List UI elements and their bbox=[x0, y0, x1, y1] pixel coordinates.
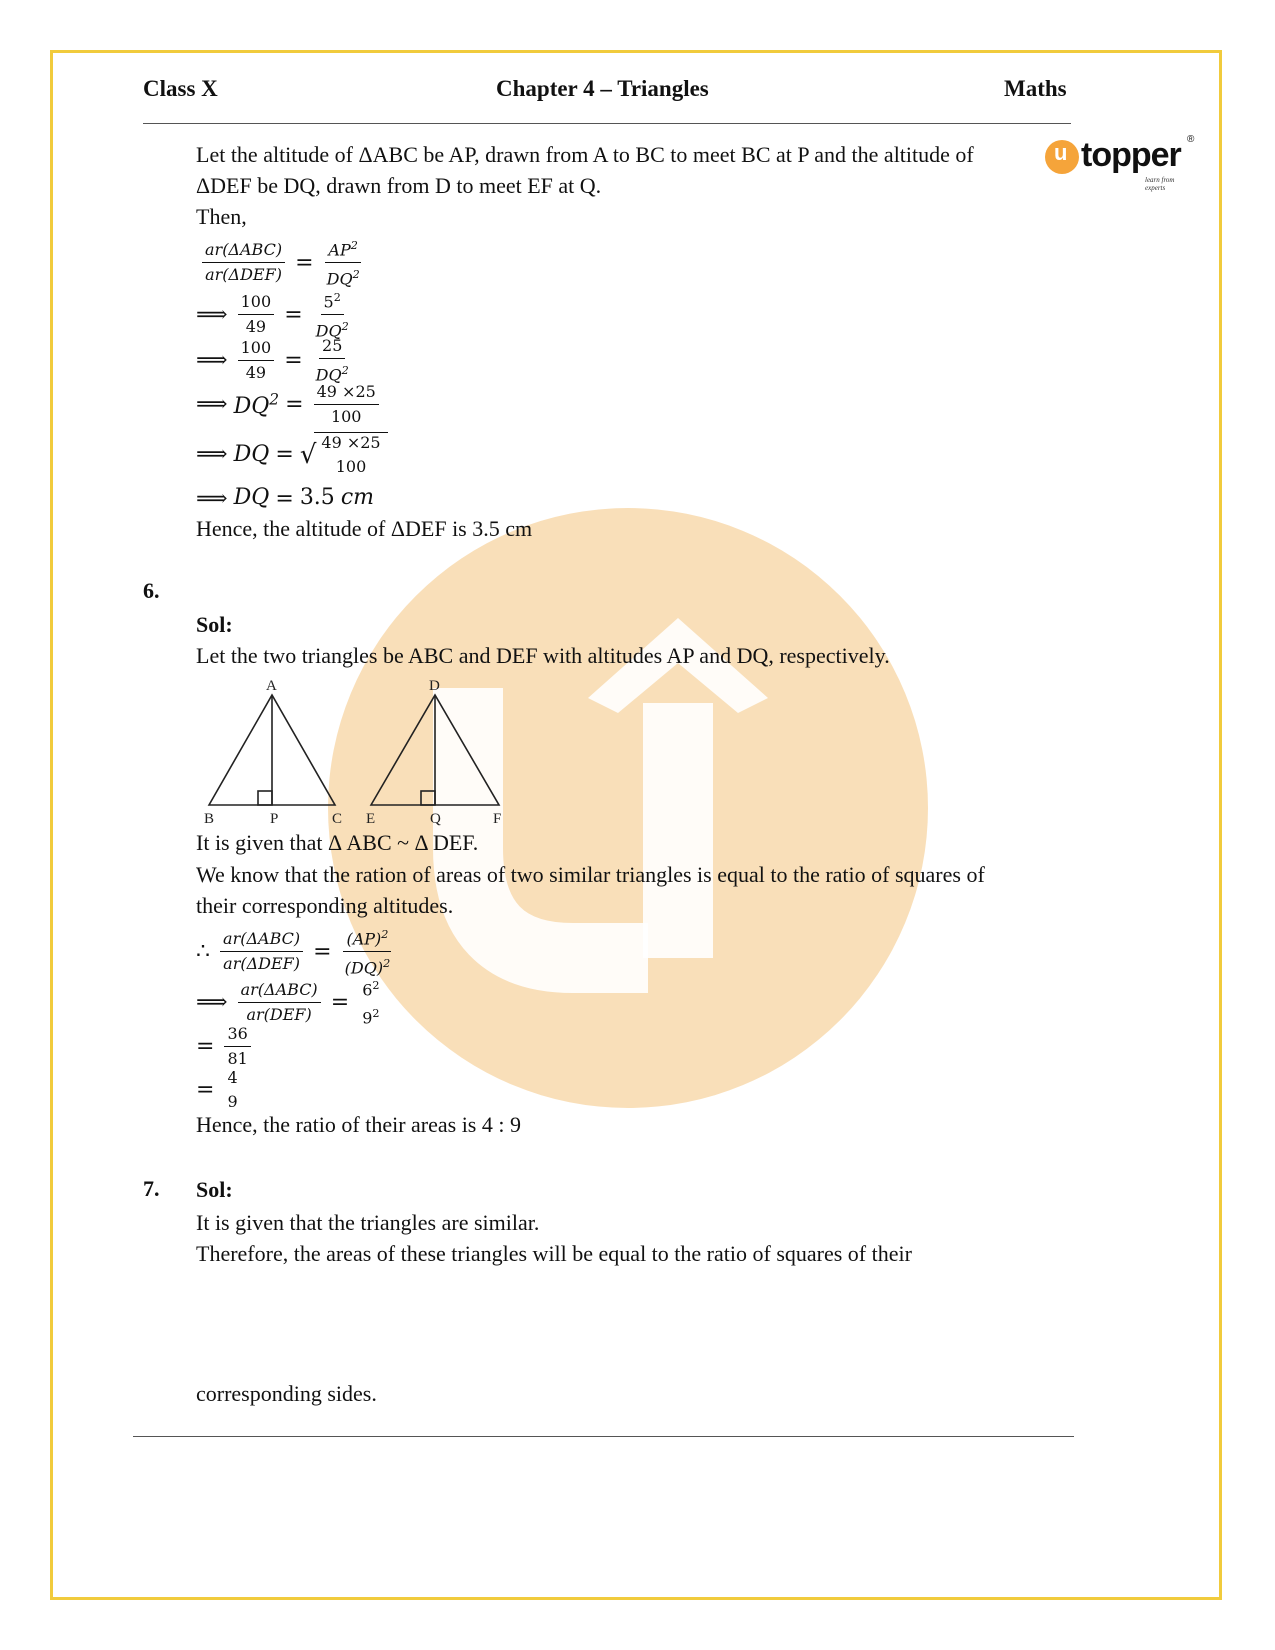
q5-eq1: $\frac{\text{ar(ΔABC)}}{\text{ar(ΔDEF)}}$ = $\frac{AP^2}{DQ^2}$ bbox=[198, 236, 367, 290]
q6-eq1: ∴ $\frac{\text{ar(ΔABC)}}{\text{ar(ΔDEF)}}$ = $\frac{(AP)^2}{(DQ)^2}$ bbox=[196, 925, 397, 979]
logo-letter: u bbox=[1054, 140, 1068, 165]
label-a: A bbox=[266, 678, 277, 694]
q7-line3: corresponding sides. bbox=[196, 1381, 377, 1406]
header-chapter: Chapter 4 – Triangles bbox=[496, 76, 709, 101]
q5-line2: ΔDEF be DQ, drawn from D to meet EF at Q. bbox=[196, 173, 602, 198]
q6-number: 6. bbox=[143, 578, 160, 603]
q6-eq4: = 4 9 bbox=[196, 1068, 238, 1111]
q5-eq4: ⟹ $DQ^2$ = $\frac{49 \times 25}{100}$ bbox=[196, 382, 383, 427]
label-f: F bbox=[493, 811, 502, 827]
q5-eq6: ⟹ DQ = 3.5 cm bbox=[196, 485, 375, 512]
q6-given: It is given that Δ ABC ~ Δ DEF. bbox=[196, 830, 479, 855]
label-b: B bbox=[204, 811, 215, 827]
footer-rule bbox=[133, 1436, 1074, 1437]
q6-conclusion: Hence, the ratio of their areas is 4 : 9 bbox=[196, 1112, 521, 1137]
q7-line2: Therefore, the areas of these triangles will be equal to the ratio of squares of their bbox=[196, 1241, 912, 1266]
logo-registered: ® bbox=[1187, 134, 1195, 145]
header-rule bbox=[143, 123, 1071, 124]
q5-eq2: ⟹ $\frac{100}{49}$ = $\frac{5^2}{DQ^2}$ bbox=[196, 288, 356, 342]
label-c: C bbox=[332, 811, 343, 827]
logo-tagline: learn from experts bbox=[1145, 176, 1175, 192]
q6-eq2: ⟹ $\frac{\text{ar(ΔABC)}}{\text{ar(DEF)}}$ = $6^2$ $9^2$ bbox=[196, 979, 380, 1028]
right-angle-p bbox=[258, 791, 272, 805]
q5-then: Then, bbox=[196, 204, 247, 229]
label-d: D bbox=[429, 678, 440, 694]
label-p: P bbox=[270, 811, 279, 827]
q6-intro: Let the two triangles be ABC and DEF with altitudes AP and DQ, respectively. bbox=[196, 643, 890, 668]
logo-word: topper bbox=[1081, 136, 1181, 174]
q7-number: 7. bbox=[143, 1176, 160, 1201]
similar-triangles-figure bbox=[195, 675, 515, 835]
q6-eq3: = $\frac{36}{81}$ bbox=[196, 1024, 255, 1069]
q6-know-line1: We know that the ration of areas of two similar triangles is equal to the ratio of squares of bbox=[196, 862, 985, 887]
q5-eq3: ⟹ $\frac{100}{49}$ = $\frac{25}{DQ^2}$ bbox=[196, 336, 349, 385]
q5-line1: Let the altitude of ΔABC be AP, drawn from A to BC to meet BC at P and the altitude of bbox=[196, 142, 974, 167]
q5-eq5: ⟹ DQ = √ 49 ×25 100 bbox=[196, 432, 388, 477]
q5-conclusion: Hence, the altitude of ΔDEF is 3.5 cm bbox=[196, 516, 533, 541]
label-e: E bbox=[366, 811, 376, 827]
right-angle-q bbox=[421, 791, 435, 805]
header-class: Class X bbox=[143, 76, 218, 101]
label-q: Q bbox=[430, 811, 441, 827]
header-subject: Maths bbox=[1004, 76, 1067, 101]
q6-know-line2: their corresponding altitudes. bbox=[196, 893, 454, 918]
topper-logo bbox=[1045, 134, 1195, 192]
q6-sol: Sol: bbox=[196, 612, 233, 637]
q7-line1: It is given that the triangles are similar. bbox=[196, 1210, 540, 1235]
q7-sol: Sol: bbox=[196, 1177, 233, 1202]
